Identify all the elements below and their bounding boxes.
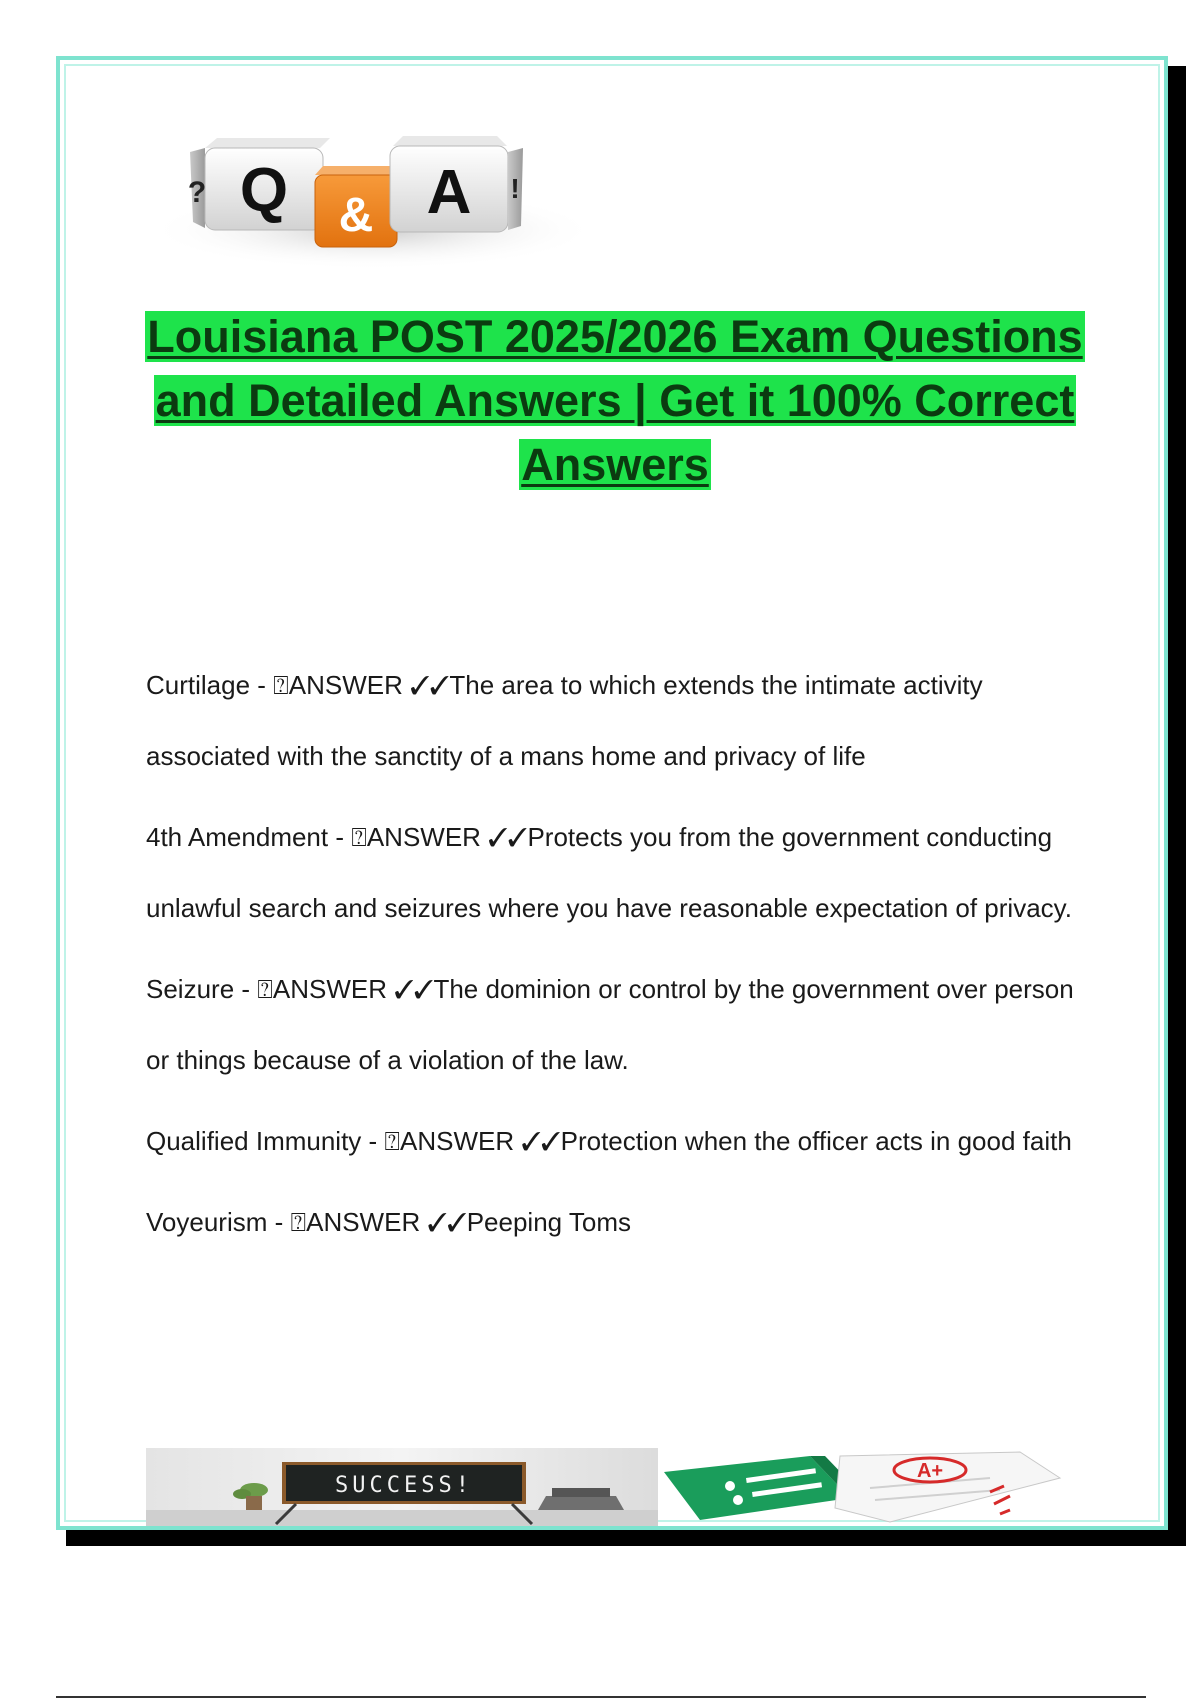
grade-text: A+ — [916, 1460, 944, 1482]
qa-dice-logo — [145, 80, 600, 290]
qa-answer: The area to which extends the intimate activity associated with the sanctity of a mans home and privacy of life — [146, 670, 983, 771]
qa-item — [146, 1106, 1086, 1177]
qa-item — [146, 802, 1086, 944]
die-edge-left: ? — [187, 176, 207, 209]
qa-term: 4th Amendment — [146, 822, 329, 852]
qa-list — [146, 650, 1086, 1268]
qa-answer-marker: ⍰ANSWER ✓✓ — [351, 822, 528, 852]
qa-answer: Protection when the officer acts in good faith — [560, 1126, 1072, 1156]
qa-answer-marker: ⍰ANSWER ✓✓ — [257, 974, 434, 1004]
qa-item — [146, 1187, 1086, 1258]
success-chalkboard-image — [146, 1448, 658, 1526]
die-edge-right: ! — [510, 173, 520, 204]
qa-answer-marker: ⍰ANSWER ✓✓ — [384, 1126, 561, 1156]
qa-separator: - — [234, 974, 258, 1004]
qa-term: Seizure — [146, 974, 235, 1004]
qa-separator: - — [250, 670, 274, 700]
qa-answer: The dominion or control by the government over person or things because of a violation of the law. — [146, 974, 1074, 1075]
document-title: Louisiana POST 2025/2026 Exam Questions and Detailed Answers | Get it 100% Correct Answers — [147, 311, 1083, 490]
qa-term: Voyeurism — [146, 1207, 268, 1237]
qa-separator: - — [328, 822, 352, 852]
die-ampersand-glyph: & — [338, 189, 374, 242]
qa-separator: - — [267, 1207, 291, 1237]
qa-item — [146, 650, 1086, 792]
die-q-letter: Q — [239, 156, 289, 225]
qa-term: Qualified Immunity — [146, 1126, 362, 1156]
die-a-letter: A — [426, 158, 472, 227]
die-a — [390, 136, 523, 232]
footer-rule — [56, 1696, 1146, 1698]
qa-term: Curtilage — [146, 670, 251, 700]
title-block — [140, 305, 1090, 497]
graded-paper-image — [660, 1448, 1070, 1526]
chalkboard-text: SUCCESS! — [335, 1473, 473, 1498]
qa-separator: - — [361, 1126, 385, 1156]
qa-answer: Peeping Toms — [466, 1207, 631, 1237]
qa-answer-marker: ⍰ANSWER ✓✓ — [273, 670, 450, 700]
die-q — [188, 138, 330, 230]
qa-answer-marker: ⍰ANSWER ✓✓ — [290, 1207, 467, 1237]
qa-item — [146, 954, 1086, 1096]
qa-answer: Protects you from the government conducting unlawful search and seizures where you have reasonable expectation of privacy. — [146, 822, 1072, 923]
